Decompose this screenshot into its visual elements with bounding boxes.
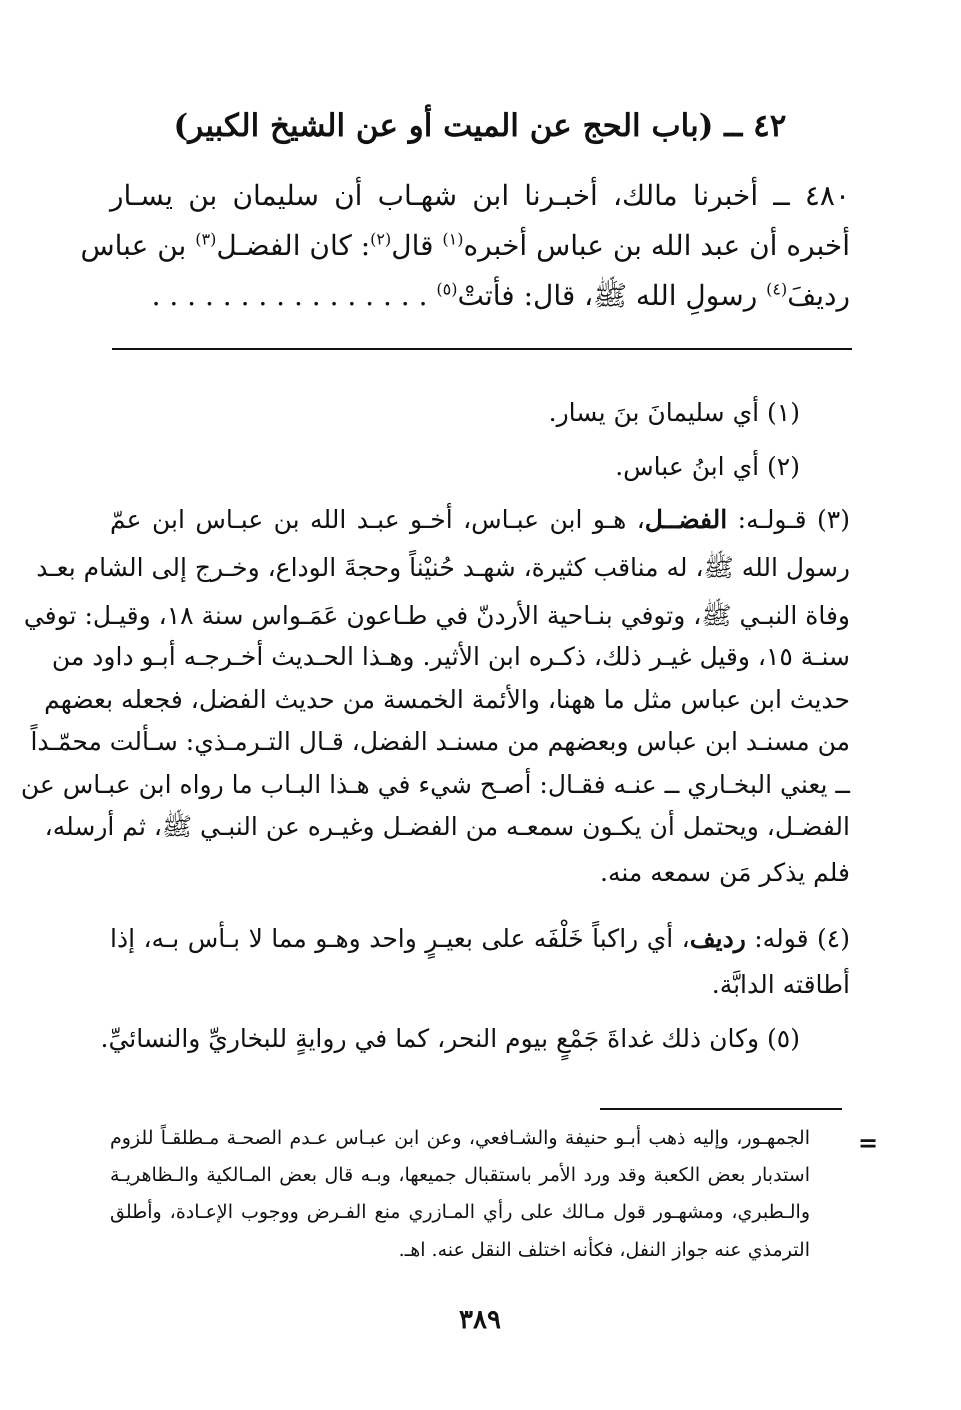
note-text: ، أي راكباً خَلْفَه على بعيـرٍ واحد وهـو مما لا بـأس بـه، إذا bbox=[110, 924, 690, 953]
note-text: ، هـو ابن عبـاس، أخـو عبـد الله بن عبـاس ابن عمّ bbox=[110, 505, 645, 534]
continuation-dots: . . . . . . . . . . . . . . . . bbox=[151, 279, 437, 312]
footnote-ref-2: (٢) bbox=[370, 229, 392, 249]
footnote-line-1: الجمهـور، وإليه ذهب أبـو حنيفة والشـافعي، وعن ابن عبـاس عـدم الصحـة مـطلقـاً للزوم bbox=[110, 1127, 810, 1149]
note-4-line-2: أطاقته الدابَّة. bbox=[711, 970, 850, 999]
note-3-line-6: من مسنـد ابن عباس وبعضهم من مسنـد الفضل، قـال التـرمـذي: سـألت محمّـداً bbox=[30, 727, 850, 756]
note-3-line-9: فلم يذكر مَن سمعه منه. bbox=[600, 858, 850, 887]
note-text: (٤) قوله: bbox=[745, 924, 850, 953]
note-keyword: الفضــل bbox=[644, 505, 728, 534]
chapter-heading: ٤٢ ــ (باب الحج عن الميت أو عن الشيخ الكبير) bbox=[173, 108, 787, 144]
note-3-line-8: الفضـل، ويحتمل أن يكـون سمعـه من الفضـل وغيـره عن النبـي ﷺ، ثم أرسله، bbox=[44, 812, 850, 841]
hadith-text: رديفَ bbox=[787, 279, 850, 312]
hadith-text: أخبره أن عبد الله بن عباس أخبره bbox=[463, 229, 850, 262]
footnote-ref-3: (٣) bbox=[195, 229, 217, 249]
footnote-line-3: والـطبري، ومشهـور قول مـالك على رأي المـازري منع الفـرض ووجوب الإعـادة، وأطلق bbox=[110, 1201, 810, 1223]
page-number: ٣٨٩ bbox=[459, 1305, 501, 1335]
footnote-rule bbox=[600, 1108, 842, 1110]
note-3-line-2: رسول الله ﷺ، له مناقب كثيرة، شهـد حُنيْناً وحجةَ الوداع، وخـرج إلى الشام بعـد bbox=[36, 553, 850, 582]
note-4-line-1 bbox=[110, 922, 850, 962]
hadith-text: قال bbox=[391, 229, 443, 262]
continuation-mark: = bbox=[858, 1128, 879, 1157]
note-5: (٥) وكان ذلك غداةَ جَمْعٍ بيوم النحر، كما في روايةٍ للبخاريِّ والنسائيِّ. bbox=[100, 1024, 800, 1053]
hadith-text: بن عباس bbox=[80, 229, 196, 262]
note-text: (٣) قـولـه: bbox=[727, 505, 850, 534]
hadith-line-2 bbox=[80, 228, 850, 268]
hadith-line-1: ٤٨٠ ــ أخبرنا مالك، أخبـرنا ابن شهـاب أن سليمان بن يسـار bbox=[110, 179, 850, 212]
note-3-line-5: حديث ابن عباس مثل ما ههنا، والأئمة الخمسة من حديث الفضل، فجعله بعضهم bbox=[44, 685, 850, 714]
hadith-text: : كان الفضـل bbox=[216, 229, 371, 262]
footnote-ref-1: (١) bbox=[442, 229, 464, 249]
separator-rule bbox=[112, 348, 852, 350]
note-keyword: رديف bbox=[689, 924, 746, 953]
note-3-line-1 bbox=[110, 503, 850, 543]
footnote-line-4: الترمذي عنه جواز النفل، فكأنه اختلف النقل عنه. اهـ. bbox=[398, 1239, 810, 1261]
note-2: (٢) أي ابنُ عباس. bbox=[615, 452, 800, 481]
footnote-ref-4: (٤) bbox=[766, 279, 788, 299]
note-1: (١) أي سليمانَ بنَ يسار. bbox=[548, 398, 800, 427]
footnote-line-2: استدبار بعض الكعبة وقد ورد الأمر باستقبال جميعها، وبـه قال بعض المـالكية والـظاهريـة bbox=[110, 1164, 810, 1186]
note-3-line-3: وفاة النبـي ﷺ، وتوفي بنـاحية الأردنّ في طـاعون عَمَـواس سنة ١٨، وقيـل: توفي bbox=[23, 601, 850, 630]
footnote-ref-5: (٥) bbox=[436, 279, 458, 299]
note-3-line-4: سنـة ١٥، وقيل غيـر ذلك، ذكـره ابن الأثير. وهـذا الحـديث أخـرجـه أبـو داود من bbox=[51, 642, 850, 671]
hadith-text: رسولِ الله ﷺ، قال: فأتتْ bbox=[457, 279, 767, 312]
hadith-line-3 bbox=[110, 278, 850, 318]
note-3-line-7: ــ يعني البخـاري ــ عنـه فقـال: أصـح شيء في هـذا البـاب ما رواه ابن عبـاس عن bbox=[20, 770, 850, 799]
